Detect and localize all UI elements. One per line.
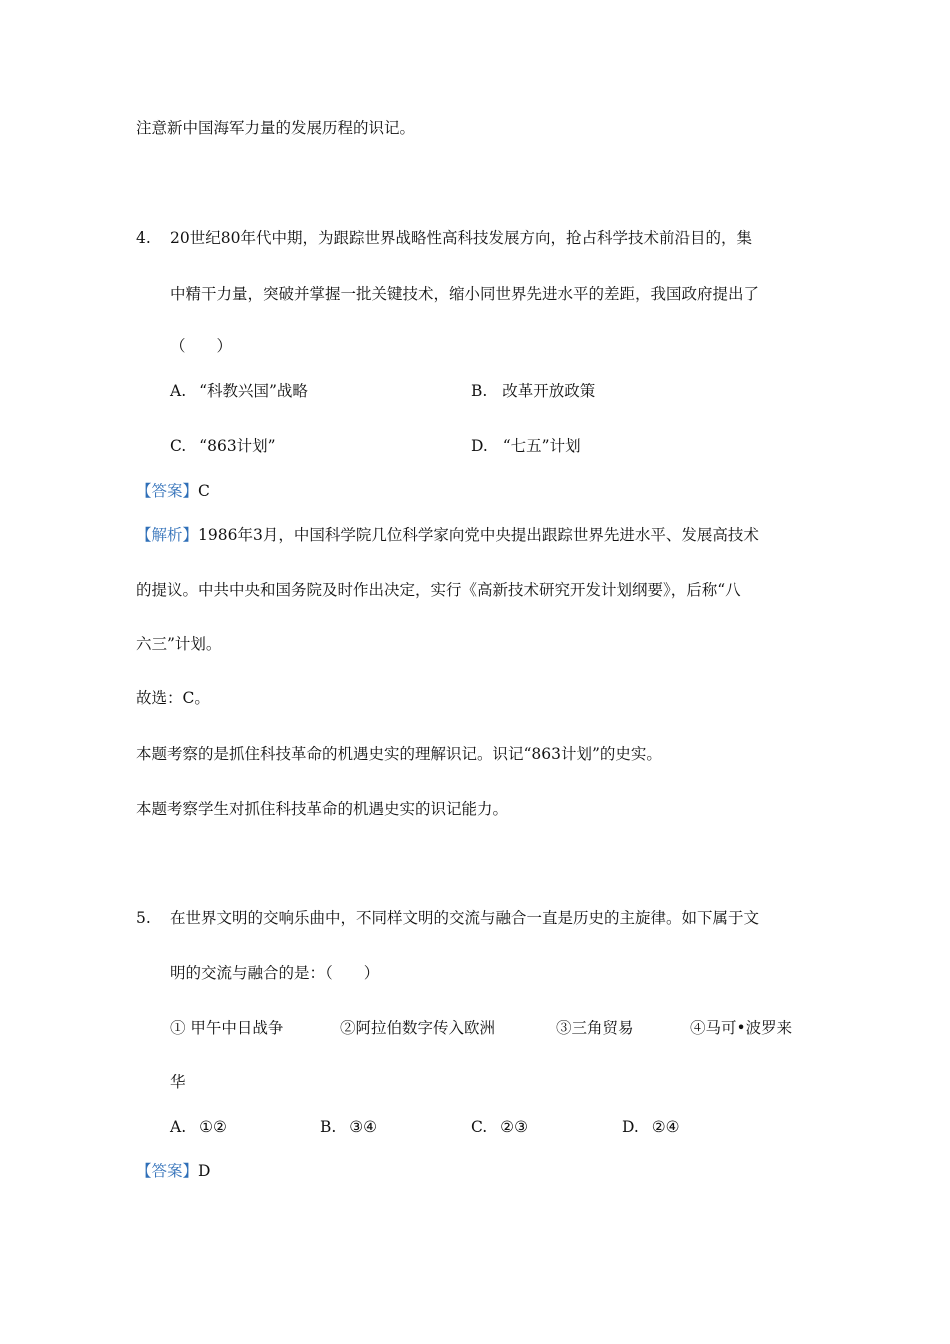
option-label: D. xyxy=(471,437,488,455)
list-item-wrap: 华 xyxy=(170,1073,186,1091)
option-c xyxy=(170,436,276,456)
option-a xyxy=(170,1117,227,1137)
option-c xyxy=(471,1117,528,1137)
analysis-text: 1986年3月，中国科学院几位科学家向党中央提出跟踪世界先进水平、发展高技术 xyxy=(198,526,759,544)
list-item: ① 甲午中日战争 xyxy=(170,1019,284,1037)
list-item: ②阿拉伯数字传入欧洲 xyxy=(340,1019,496,1037)
question-text-line: 中精干力量，突破并掌握一批关键技术，缩小同世界先进水平的差距，我国政府提出了 xyxy=(170,285,760,303)
question-text-line: 20世纪80年代中期，为跟踪世界战略性高科技发展方向，抢占科学技术前沿目的，集 xyxy=(170,229,752,247)
answer-blank: （ ） xyxy=(170,337,233,355)
option-text: 改革开放政策 xyxy=(502,382,596,400)
answer-tag: 【答案】 xyxy=(136,482,199,500)
list-item: ④马可•波罗来 xyxy=(690,1019,793,1037)
option-b xyxy=(471,381,595,401)
option-text: “863计划” xyxy=(199,437,276,455)
answer-line xyxy=(136,1161,210,1181)
answer-tag: 【答案】 xyxy=(136,1162,199,1180)
question-text-line: 明的交流与融合的是：（ ） xyxy=(170,964,380,982)
analysis-line xyxy=(136,525,759,545)
option-text: ②③ xyxy=(500,1118,528,1136)
analysis-text-line: 六三”计划。 xyxy=(136,635,222,653)
option-label: A. xyxy=(170,1118,187,1136)
analysis-text-line: 的提议。中共中央和国务院及时作出决定，实行《高新技术研究开发计划纲要》，后称“八 xyxy=(136,581,741,599)
list-item: ③三角贸易 xyxy=(556,1019,634,1037)
option-text: ①② xyxy=(199,1118,227,1136)
note-line: 本题考察学生对抓住科技革命的机遇史实的识记能力。 xyxy=(136,800,509,818)
answer-line xyxy=(136,481,210,501)
question-number: 4. xyxy=(136,229,151,247)
answer-value: D xyxy=(198,1162,211,1180)
option-text: “科教兴国”战略 xyxy=(199,382,308,400)
option-label: B. xyxy=(471,382,488,400)
answer-value: C xyxy=(198,482,210,500)
option-d xyxy=(471,436,581,456)
option-a xyxy=(170,381,308,401)
choose-line: 故选：C。 xyxy=(136,689,210,707)
analysis-tag: 【解析】 xyxy=(136,526,199,544)
option-label: D. xyxy=(622,1118,639,1136)
option-label: C. xyxy=(170,437,187,455)
option-text: ③④ xyxy=(349,1118,378,1136)
option-text: “七五”计划 xyxy=(502,437,581,455)
option-text: ②④ xyxy=(651,1118,680,1136)
intro-text: 注意新中国海军力量的发展历程的识记。 xyxy=(136,119,416,137)
option-d xyxy=(622,1117,680,1137)
question-number: 5. xyxy=(136,909,151,927)
option-b xyxy=(320,1117,377,1137)
option-label: A. xyxy=(170,382,187,400)
option-label: C. xyxy=(471,1118,488,1136)
option-label: B. xyxy=(320,1118,337,1136)
note-line: 本题考察的是抓住科技革命的机遇史实的理解识记。识记“863计划”的史实。 xyxy=(136,745,662,763)
question-text-line: 在世界文明的交响乐曲中，不同样文明的交流与融合一直是历史的主旋律。如下属于文 xyxy=(170,909,760,927)
